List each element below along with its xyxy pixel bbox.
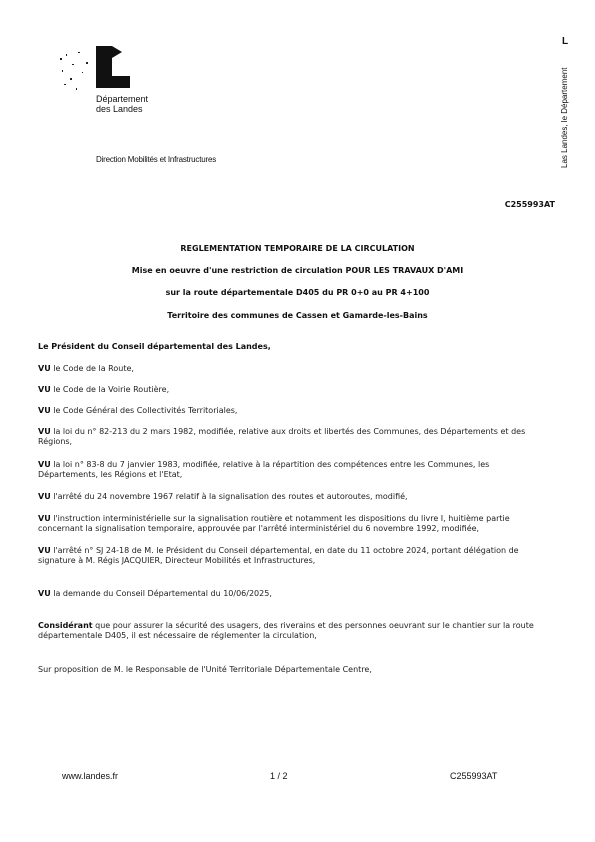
- vu-text: le Code de la Voirie Routière,: [50, 385, 170, 394]
- vu-prefix: VU: [38, 546, 51, 555]
- vu-prefix: VU: [38, 385, 51, 394]
- vu-prefix: VU: [38, 492, 51, 501]
- vu-text: le Code de la Route,: [50, 364, 134, 373]
- vu-arrete-delegation: [38, 546, 548, 566]
- president-text: Le Président du Conseil départemental des Landes,: [38, 342, 271, 351]
- vu-text: la demande du Conseil Départemental du 10/06/2025,: [50, 589, 272, 598]
- considerant-text: que pour assurer la sécurité des usagers, des riverains et des personnes oeuvrant sur le chantier sur la route départementale D405, il est nécessaire de réglementer la circulation,: [38, 621, 534, 640]
- vu-prefix: VU: [38, 589, 51, 598]
- considerant: [38, 621, 548, 641]
- vu-text: l'arrêté n° SJ 24-18 de M. le Président du Conseil départemental, en date du 11 octobre 2024, portant délégation de signature à M. Régis JACQUIER, Directeur Mobilités et Infrastructures,: [38, 546, 519, 565]
- vu-text: la loi du n° 82-213 du 2 mars 1982, modifiée, relative aux droits et libertés des Communes, des Départements et des Régions,: [38, 427, 526, 446]
- document-subtitle: Mise en oeuvre d'une restriction de circulation POUR LES TRAVAUX D'AMI: [131, 266, 464, 275]
- side-mark: L: [562, 36, 569, 47]
- department-logo: [58, 44, 168, 120]
- vu-loi-1982: [38, 427, 548, 447]
- vu-arrete-1967: [38, 492, 548, 502]
- vu-demande: [38, 589, 548, 599]
- vu-code-voirie: [38, 385, 548, 395]
- direction-label: Direction Mobilités et Infrastructures: [96, 155, 217, 164]
- territory: Territoire des communes de Cassen et Gamarde-les-Bains: [167, 311, 428, 320]
- vu-loi-1983: [38, 460, 548, 480]
- footer-website: www.landes.fr: [62, 771, 119, 781]
- vu-prefix: VU: [38, 427, 51, 436]
- logo-line-2: des Landes: [96, 104, 143, 114]
- considerant-prefix: Considérant: [38, 621, 93, 630]
- president-line: [38, 342, 548, 352]
- proposition: [38, 665, 548, 675]
- road-section: sur la route départementale D405 du PR 0+0 au PR 4+100: [165, 288, 430, 297]
- vu-code-collectivites: [38, 406, 548, 416]
- logo-line-1: Département: [96, 94, 149, 104]
- vu-code-route: [38, 364, 548, 374]
- side-vertical-label: Las Landes, le Département: [560, 67, 569, 168]
- vu-text: la loi n° 83-8 du 7 janvier 1983, modifiée, relative à la répartition des compétences entre les Communes, les Départements, les Régions et l'Etat,: [38, 460, 490, 479]
- vu-prefix: VU: [38, 460, 51, 469]
- vu-text: l'arrêté du 24 novembre 1967 relatif à la signalisation des routes et autoroutes, modifié,: [50, 492, 408, 501]
- vu-text: l'instruction interministérielle sur la signalisation routière et notamment les dispositions du livre I, huitième partie concernant la signalisation temporaire, approuvée par l'arrêté interministériel du 6 novembre 1992, modifiée,: [38, 514, 510, 533]
- footer-reference: C255993AT: [450, 771, 498, 781]
- vu-text: le Code Général des Collectivités Territoriales,: [50, 406, 238, 415]
- reference-number: C255993AT: [504, 200, 555, 209]
- vu-prefix: VU: [38, 406, 51, 415]
- document-title: REGLEMENTATION TEMPORAIRE DE LA CIRCULATION: [180, 244, 415, 253]
- proposition-text: Sur proposition de M. le Responsable de l'Unité Territoriale Départementale Centre,: [38, 665, 372, 674]
- vu-prefix: VU: [38, 364, 51, 373]
- footer-page-number: 1 / 2: [270, 771, 288, 781]
- vu-prefix: VU: [38, 514, 51, 523]
- vu-instruction: [38, 514, 548, 534]
